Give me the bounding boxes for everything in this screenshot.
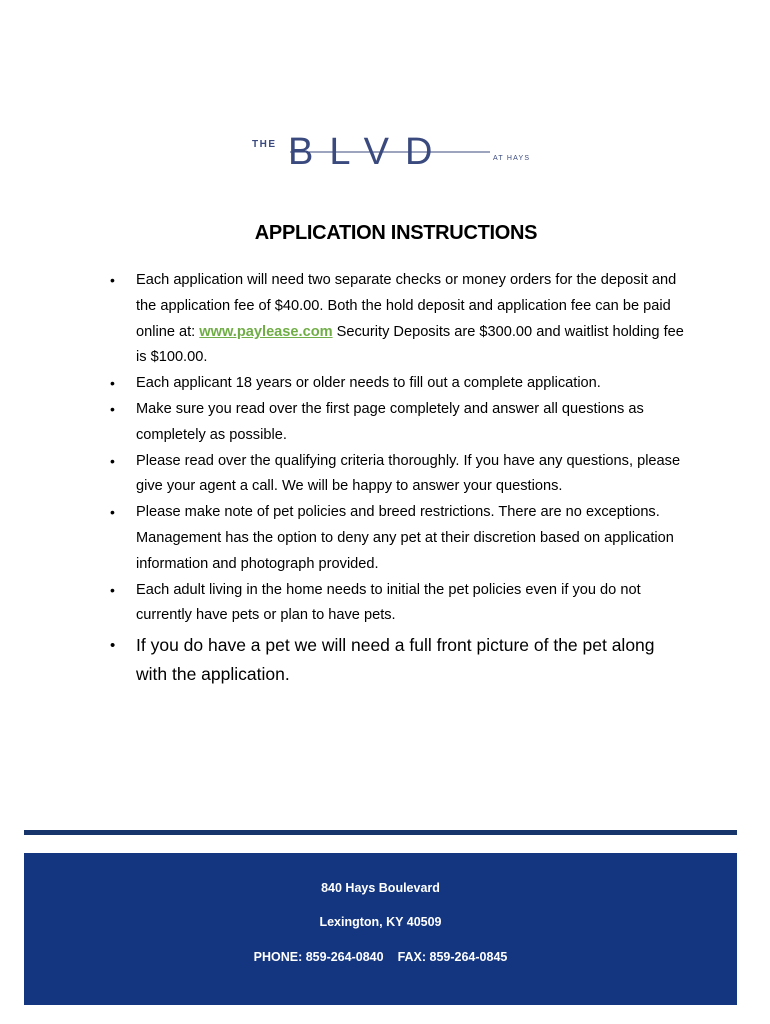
list-item-text: Please make note of pet policies and breed restrictions. There are no exceptions. Management has the option to deny any pet at their discretion based on application information and photograph provided. bbox=[136, 504, 674, 572]
list-item bbox=[110, 578, 690, 630]
bullet-icon: • bbox=[110, 452, 115, 469]
paylease-link[interactable]: www.paylease.com bbox=[199, 323, 333, 340]
page-title: APPLICATION INSTRUCTIONS bbox=[254, 222, 538, 244]
list-item bbox=[110, 268, 690, 371]
list-item-text: If you do have a pet we will need a full front picture of the pet along with the application. bbox=[136, 635, 655, 685]
list-item-text: Each adult living in the home needs to initial the pet policies even if you do not currently have pets or plan to have pets. bbox=[136, 581, 641, 624]
list-item bbox=[110, 449, 690, 501]
bullet-icon: • bbox=[110, 637, 116, 655]
footer-divider bbox=[24, 830, 737, 835]
list-item bbox=[110, 500, 690, 577]
footer bbox=[24, 853, 737, 1005]
footer-address-line2: Lexington, KY 40509 bbox=[319, 915, 442, 929]
logo-name: BLVD bbox=[288, 131, 449, 173]
footer-fax: FAX: 859-264-0845 bbox=[397, 950, 508, 964]
logo-suffix: AT HAYS bbox=[493, 155, 531, 162]
logo-prefix: THE bbox=[252, 139, 277, 150]
list-item bbox=[110, 371, 690, 397]
instructions-list bbox=[110, 268, 690, 689]
bullet-icon: • bbox=[110, 400, 115, 417]
list-item-text: Each application will need two separate checks or money orders for the deposit and the application fee of $40.00. Both the hold deposit and application fee can be paid online at: bbox=[136, 272, 677, 340]
list-item-text: Each applicant 18 years or older needs to fill out a complete application. bbox=[136, 375, 601, 392]
bullet-icon: • bbox=[110, 272, 115, 288]
footer-contact-line bbox=[24, 950, 737, 964]
blvd-logo bbox=[250, 128, 550, 176]
list-item-text: Please read over the qualifying criteria thoroughly. If you have any questions, please give your agent a call. We will be happy to answer your questions. bbox=[136, 452, 681, 495]
bullet-icon: • bbox=[110, 504, 115, 521]
list-item bbox=[110, 397, 690, 449]
list-item-text: Security Deposits are $300.00 and waitlist holding fee is $100.00. bbox=[136, 323, 684, 366]
bullet-icon: • bbox=[110, 375, 115, 392]
footer-address-line1: 840 Hays Boulevard bbox=[321, 881, 440, 895]
list-item bbox=[110, 631, 690, 689]
bullet-icon: • bbox=[110, 581, 115, 598]
list-item-text: Make sure you read over the first page completely and answer all questions as completely as possible. bbox=[136, 400, 644, 443]
footer-phone: PHONE: 859-264-0840 bbox=[253, 950, 384, 964]
